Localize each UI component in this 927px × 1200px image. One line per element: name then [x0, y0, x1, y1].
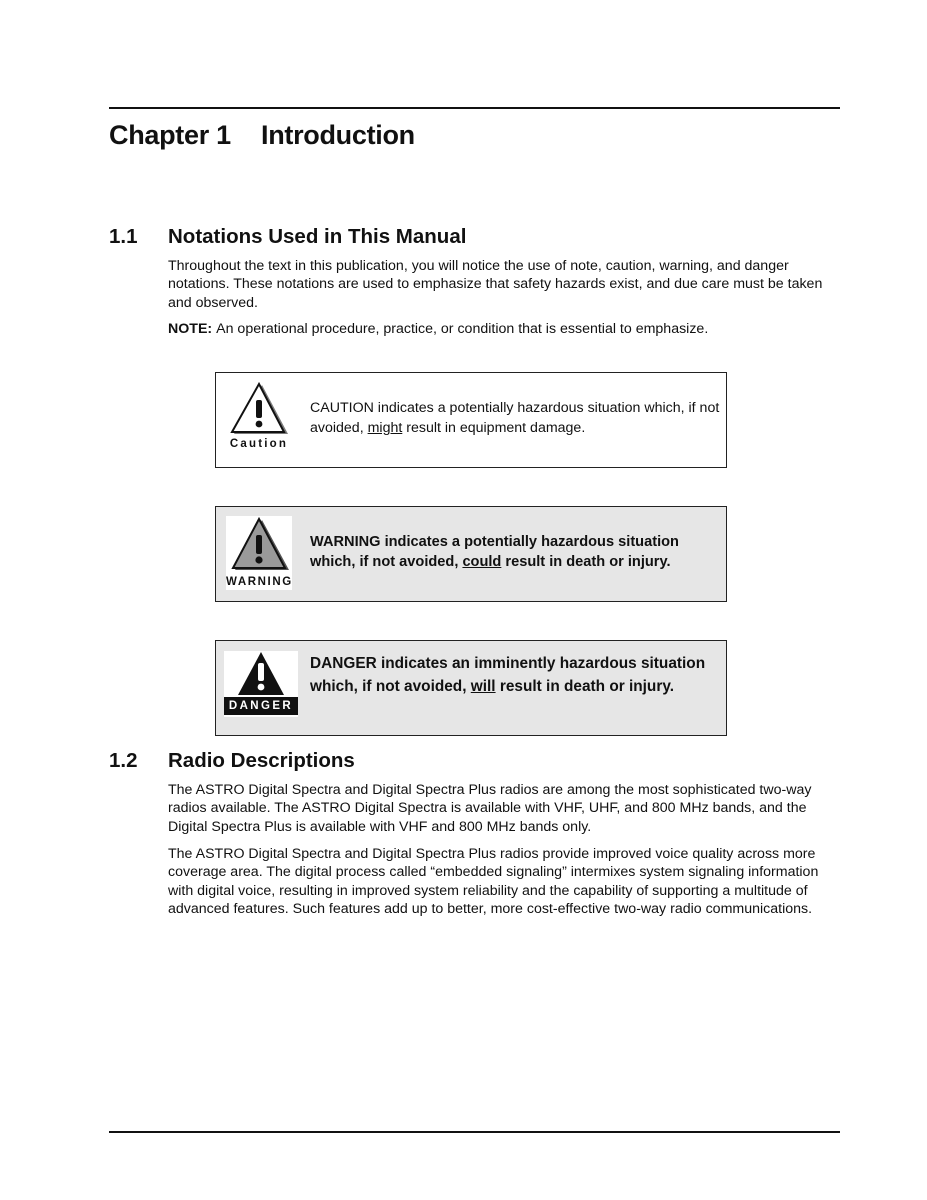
- note-label: NOTE:: [168, 321, 213, 337]
- warning-text-end: result in death or injury.: [501, 554, 671, 570]
- danger-notice: [215, 640, 727, 736]
- danger-triangle-icon: [224, 651, 298, 697]
- danger-emphasis: will: [470, 677, 496, 695]
- danger-text-end: result in death or injury.: [495, 677, 675, 695]
- danger-text: [310, 653, 720, 698]
- notations-intro-paragraph: Throughout the text in this publication, you will notice the use of note, caution, warning, and danger notations. These notations are used to emphasize that safety hazards exist, and due care must be taken and observed.: [168, 258, 823, 311]
- warning-label: WARNING: [226, 576, 293, 588]
- note-paragraph: [168, 320, 836, 338]
- section-heading-radio-descriptions: [109, 749, 355, 773]
- caution-emphasis: might: [367, 420, 403, 436]
- warning-text-start: WARNING indicates a potentially hazardous situation which, if not avoided,: [310, 534, 679, 570]
- section-number: 1.1: [109, 225, 138, 248]
- radio-description-paragraph-1: The ASTRO Digital Spectra and Digital Spectra Plus radios are among the most sophisticated two-way radios available. The ASTRO Digital Spectra is available with VHF, UHF, and 800 MHz bands, and the Digital Spectra Plus is available with VHF and 800 MHz bands only.: [168, 782, 812, 835]
- caution-notice: [215, 372, 727, 468]
- chapter-title: [109, 120, 415, 151]
- caution-text-end: result in equipment damage.: [402, 420, 586, 436]
- section-title: Radio Descriptions: [168, 749, 355, 772]
- section-number: 1.2: [109, 749, 138, 772]
- caution-icon-box: [226, 382, 292, 456]
- caution-triangle-icon: [226, 382, 292, 438]
- warning-triangle-icon: [226, 516, 292, 574]
- note-text: An operational procedure, practice, or condition that is essential to emphasize.: [216, 321, 709, 337]
- warning-notice: [215, 506, 727, 602]
- caution-text-start: CAUTION indicates a potentially hazardous situation which, if not avoided,: [310, 400, 720, 436]
- warning-emphasis: could: [462, 554, 502, 570]
- danger-text-start: DANGER indicates an imminently hazardous situation which, if not avoided,: [310, 655, 706, 695]
- section-title: Notations Used in This Manual: [168, 225, 467, 248]
- caution-label: Caution: [229, 438, 289, 450]
- bottom-rule: [109, 1131, 840, 1133]
- danger-icon-box: [224, 651, 298, 717]
- top-rule: [109, 107, 840, 109]
- section-heading-notations: [109, 225, 466, 249]
- danger-label: DANGER: [224, 697, 298, 715]
- chapter-name: Introduction: [261, 120, 415, 150]
- chapter-number: Chapter 1: [109, 120, 231, 150]
- caution-text: [310, 398, 720, 438]
- warning-text: [310, 532, 720, 572]
- warning-icon-box: [226, 516, 292, 590]
- radio-description-paragraph-2: The ASTRO Digital Spectra and Digital Spectra Plus radios provide improved voice quality across more coverage area. The digital process called “embedded signaling” intermixes system signaling information with digital voice, resulting in improved system reliability and the capability of supporting a multitude of advanced features. Such features add up to better, more cost-effective two-way radio communications.: [168, 846, 819, 917]
